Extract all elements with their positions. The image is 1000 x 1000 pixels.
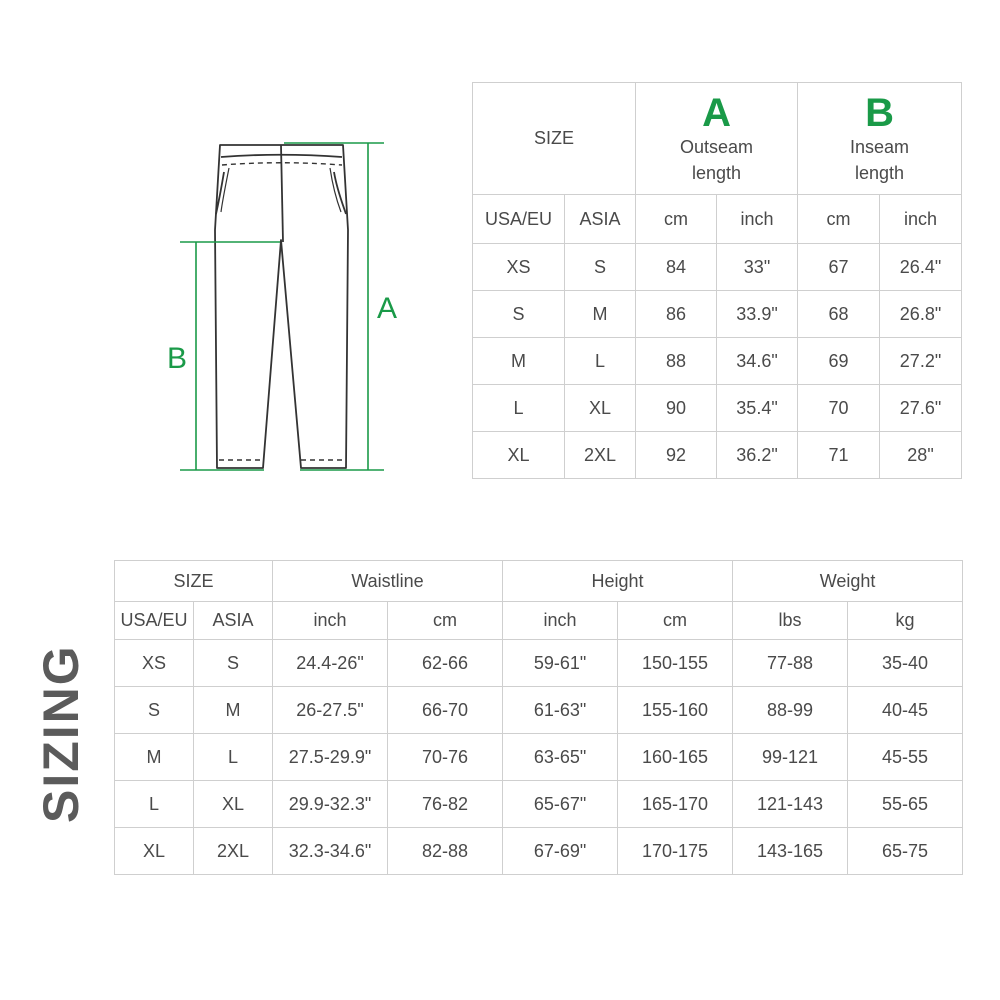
table-cell: 71 <box>798 432 880 479</box>
table-cell: 143-165 <box>733 828 848 875</box>
table-row <box>473 432 962 479</box>
table-cell: 160-165 <box>618 734 733 781</box>
length-size-header: SIZE <box>473 83 636 195</box>
table-cell: S <box>194 640 273 687</box>
length-table-units-row <box>473 195 962 244</box>
table-cell: 92 <box>636 432 717 479</box>
table-cell: L <box>565 338 636 385</box>
table-row <box>115 687 963 734</box>
table-row <box>473 244 962 291</box>
outseam-label-line1: Outseam <box>680 136 754 157</box>
table-cell: 65-67" <box>503 781 618 828</box>
table-cell: 76-82 <box>388 781 503 828</box>
table-cell: 150-155 <box>618 640 733 687</box>
table-cell: 55-65 <box>848 781 963 828</box>
table-cell: XL <box>115 828 194 875</box>
table-cell: 61-63" <box>503 687 618 734</box>
table-cell: 65-75 <box>848 828 963 875</box>
table-cell: S <box>565 244 636 291</box>
table-cell: 63-65" <box>503 734 618 781</box>
table-cell: 62-66 <box>388 640 503 687</box>
table-cell: 88-99 <box>733 687 848 734</box>
table-cell: 82-88 <box>388 828 503 875</box>
table-cell: 36.2" <box>717 432 798 479</box>
fit-table-header-row <box>115 561 963 602</box>
table-cell: M <box>565 291 636 338</box>
pants-diagram <box>150 120 430 490</box>
outseam-header <box>636 83 798 195</box>
length-table-header-row <box>473 83 962 195</box>
body-size-table <box>114 560 963 875</box>
table-cell: 40-45 <box>848 687 963 734</box>
table-cell: 33.9" <box>717 291 798 338</box>
table-cell: 67-69" <box>503 828 618 875</box>
table-cell: 59-61" <box>503 640 618 687</box>
length-size-table <box>472 82 962 479</box>
unit-cell: cm <box>618 602 733 640</box>
table-cell: 26.8" <box>880 291 962 338</box>
table-cell: M <box>115 734 194 781</box>
table-cell: 34.6" <box>717 338 798 385</box>
table-cell: XL <box>473 432 565 479</box>
table-cell: S <box>473 291 565 338</box>
table-cell: 66-70 <box>388 687 503 734</box>
table-cell: 77-88 <box>733 640 848 687</box>
weight-header: Weight <box>733 561 963 602</box>
table-cell: 67 <box>798 244 880 291</box>
table-cell: 45-55 <box>848 734 963 781</box>
inseam-header <box>798 83 962 195</box>
table-cell: S <box>115 687 194 734</box>
table-cell: L <box>473 385 565 432</box>
table-cell: 26-27.5" <box>273 687 388 734</box>
table-row <box>473 338 962 385</box>
table-cell: 99-121 <box>733 734 848 781</box>
outseam-letter: A <box>702 90 731 135</box>
table-cell: 121-143 <box>733 781 848 828</box>
unit-cell: lbs <box>733 602 848 640</box>
table-cell: 2XL <box>194 828 273 875</box>
unit-cell: inch <box>273 602 388 640</box>
table-cell: XS <box>115 640 194 687</box>
unit-cell: USA/EU <box>473 195 565 244</box>
table-cell: 90 <box>636 385 717 432</box>
table-cell: 68 <box>798 291 880 338</box>
unit-cell: USA/EU <box>115 602 194 640</box>
table-cell: 27.6" <box>880 385 962 432</box>
table-cell: L <box>194 734 273 781</box>
table-cell: M <box>194 687 273 734</box>
table-cell: 70-76 <box>388 734 503 781</box>
fit-table-units-row <box>115 602 963 640</box>
table-row <box>115 781 963 828</box>
unit-cell: ASIA <box>194 602 273 640</box>
table-row <box>473 291 962 338</box>
table-cell: 84 <box>636 244 717 291</box>
table-row <box>115 734 963 781</box>
height-header: Height <box>503 561 733 602</box>
table-cell: 27.5-29.9" <box>273 734 388 781</box>
table-cell: 35.4" <box>717 385 798 432</box>
table-cell: 86 <box>636 291 717 338</box>
inseam-label-line1: Inseam <box>850 136 910 157</box>
table-cell: 70 <box>798 385 880 432</box>
table-row <box>115 640 963 687</box>
unit-cell: ASIA <box>565 195 636 244</box>
figure-label-b: B <box>166 342 188 375</box>
table-cell: 33" <box>717 244 798 291</box>
sizing-title: SIZING <box>33 644 89 823</box>
figure-label-a: A <box>376 292 398 325</box>
table-cell: L <box>115 781 194 828</box>
table-cell: 69 <box>798 338 880 385</box>
table-cell: 170-175 <box>618 828 733 875</box>
table-cell: 26.4" <box>880 244 962 291</box>
table-cell: XL <box>565 385 636 432</box>
table-row <box>473 385 962 432</box>
table-cell: 2XL <box>565 432 636 479</box>
outseam-label-line2: length <box>691 162 742 183</box>
pants-outline <box>215 145 348 468</box>
unit-cell: cm <box>798 195 880 244</box>
unit-cell: inch <box>880 195 962 244</box>
table-cell: M <box>473 338 565 385</box>
waistline-header: Waistline <box>273 561 503 602</box>
inseam-label-line2: length <box>854 162 905 183</box>
table-cell: 28" <box>880 432 962 479</box>
unit-cell: cm <box>636 195 717 244</box>
table-cell: 165-170 <box>618 781 733 828</box>
table-cell: 29.9-32.3" <box>273 781 388 828</box>
unit-cell: inch <box>503 602 618 640</box>
unit-cell: inch <box>717 195 798 244</box>
table-row <box>115 828 963 875</box>
table-cell: 35-40 <box>848 640 963 687</box>
table-cell: 24.4-26" <box>273 640 388 687</box>
unit-cell: cm <box>388 602 503 640</box>
table-cell: 32.3-34.6" <box>273 828 388 875</box>
table-cell: 88 <box>636 338 717 385</box>
table-cell: XS <box>473 244 565 291</box>
table-cell: 27.2" <box>880 338 962 385</box>
unit-cell: kg <box>848 602 963 640</box>
table-cell: XL <box>194 781 273 828</box>
table-cell: 155-160 <box>618 687 733 734</box>
fit-size-header: SIZE <box>115 561 273 602</box>
inseam-letter: B <box>865 90 894 135</box>
